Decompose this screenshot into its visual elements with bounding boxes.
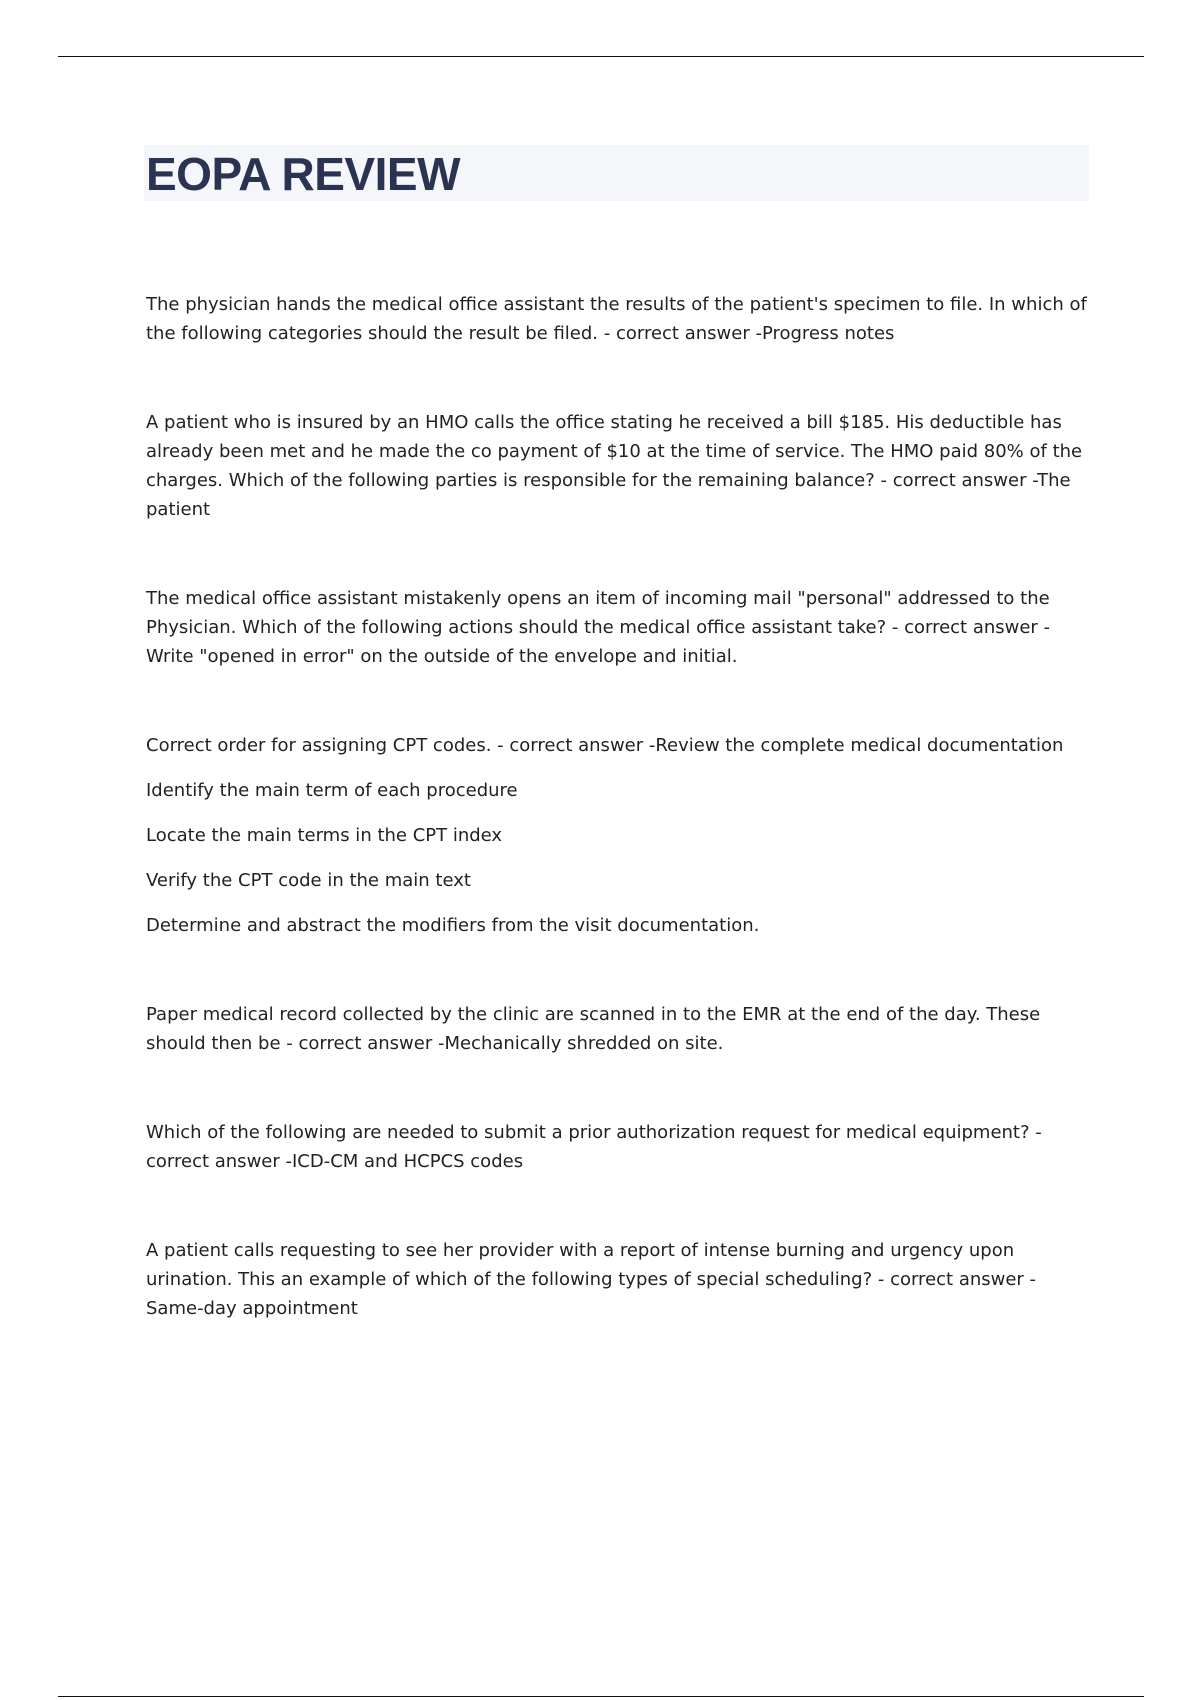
qa-item bbox=[146, 1000, 1091, 1058]
qa-text: Correct order for assigning CPT codes. - correct answer -Review the complete medical documentation bbox=[146, 735, 1064, 756]
qa-text: The physician hands the medical office assistant the results of the patient's specimen to file. In which of the following categories should the result be filed. - correct answer -Progress notes bbox=[146, 294, 1087, 344]
qa-text: A patient who is insured by an HMO calls the office stating he received a bill $185. His deductible has already been met and he made the co payment of $10 at the time of service. The HMO paid 80% of the charges. Which of the following parties is responsible for the remaining balance? - correct answer -The patient bbox=[146, 412, 1083, 520]
qa-item bbox=[146, 1236, 1091, 1323]
qa-list bbox=[146, 290, 1091, 1383]
document-title: EOPA REVIEW bbox=[146, 148, 460, 200]
qa-extra-line: Verify the CPT code in the main text bbox=[146, 870, 471, 891]
qa-item bbox=[146, 584, 1091, 671]
qa-item bbox=[146, 290, 1091, 348]
qa-text: Paper medical record collected by the clinic are scanned in to the EMR at the end of the day. These should then be - correct answer -Mechanically shredded on site. bbox=[146, 1004, 1041, 1054]
qa-text: The medical office assistant mistakenly opens an item of incoming mail "personal" addressed to the Physician. Which of the following actions should the medical office assistant take? - correct answer -Write "opened in error" on the outside of the envelope and initial. bbox=[146, 588, 1051, 667]
qa-extra-line: Locate the main terms in the CPT index bbox=[146, 825, 503, 846]
qa-text: A patient calls requesting to see her provider with a report of intense burning and urgency upon urination. This an example of which of the following types of special scheduling? - correct answer -Same-day appointment bbox=[146, 1240, 1037, 1319]
qa-text: Which of the following are needed to submit a prior authorization request for medical equipment? - correct answer -ICD-CM and HCPCS codes bbox=[146, 1122, 1042, 1172]
bottom-divider bbox=[58, 1696, 1144, 1697]
top-divider bbox=[58, 56, 1144, 57]
qa-item bbox=[146, 408, 1091, 524]
qa-extra-line: Determine and abstract the modifiers from the visit documentation. bbox=[146, 915, 760, 936]
qa-item bbox=[146, 1118, 1091, 1176]
qa-extra-line: Identify the main term of each procedure bbox=[146, 780, 518, 801]
qa-item bbox=[146, 731, 1091, 940]
